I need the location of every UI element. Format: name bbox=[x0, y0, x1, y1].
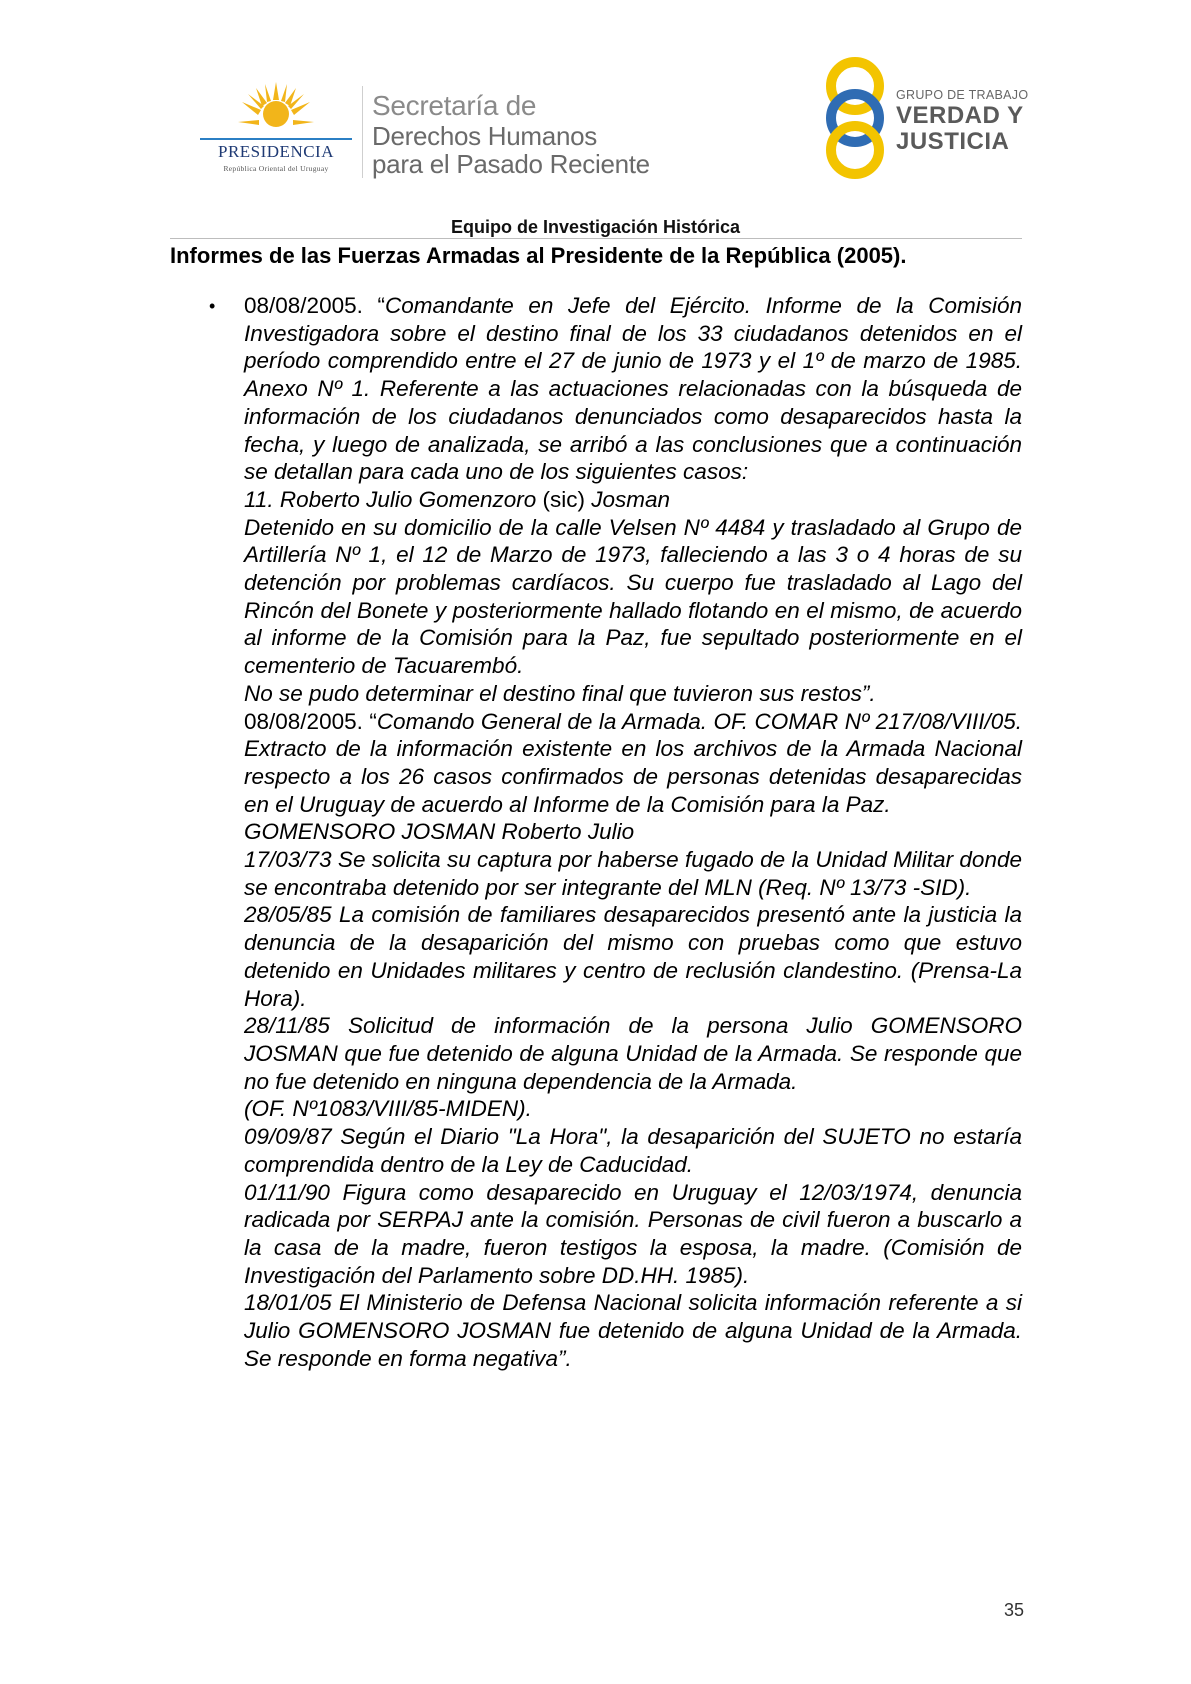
gtvj-line-1: GRUPO DE TRABAJO bbox=[896, 88, 1029, 102]
gtvj-line-2: VERDAD Y bbox=[896, 102, 1024, 129]
paragraph-10: 28/11/85 Solicitud de información de la persona Julio GOMENSORO JOSMAN que fue detenido de alguna Unidad de la Armada. Se responde que no fue detenido en ninguna dependencia de la Armada. bbox=[244, 1013, 1022, 1094]
team-heading: Equipo de Investigación Histórica bbox=[450, 217, 741, 237]
paragraph-3-name: 11. Roberto Julio Gomenzoro bbox=[244, 486, 543, 512]
paragraph-3-sic: (sic) bbox=[542, 486, 585, 512]
header-rule bbox=[170, 238, 1022, 239]
document-body bbox=[244, 292, 1022, 1372]
paragraph-6-text: Comando General de la Armada. OF. COMAR Nº 217/08/VIII/05. Extracto de la información existente en los archivos de la Armada Nacional respecto a los 26 casos confirmados de personas detenidas desaparecidas en el Uruguay de acuerdo al Informe de la Comisión para la Paz. bbox=[244, 708, 1022, 817]
secretaria-line-2: Derechos Humanos bbox=[372, 121, 597, 151]
paragraph-5: No se pudo determinar el destino final que tuvieron sus restos”. bbox=[244, 680, 876, 706]
paragraph-7: GOMENSORO JOSMAN Roberto Julio bbox=[244, 819, 635, 845]
presidencia-rule bbox=[200, 138, 352, 140]
paragraph-1-text: Comandante en Jefe del Ejército. Informe de la Comisión Investigadora sobre el destino final de los 33 ciudadanos detenidos en el período comprendido entre el 27 de junio de 1973 y el 1º de marzo de 1985. bbox=[244, 293, 1022, 374]
paragraph-4: Detenido en su domicilio de la calle Velsen Nº 4484 y trasladado al Grupo de Artillería Nº 1, el 12 de Marzo de 1973, falleciendo a las 3 o 4 horas de su detención por problemas cardíacos. Su cuerpo fue trasladado al Lago del Rincón del Bonete y posteriormente hallado flotando en el mismo, de acuerdo al informe de la Comisión para la Paz, fue sepultado posteriormente en el cementerio de Tacuarembó. bbox=[244, 514, 1022, 679]
presidencia-subtitle: República Oriental del Uruguay bbox=[223, 164, 329, 173]
gtvj-line-3: JUSTICIA bbox=[896, 128, 1010, 155]
rings-emblem-icon bbox=[820, 56, 890, 180]
paragraph-8: 17/03/73 Se solicita su captura por haberse fugado de la Unidad Militar donde se encontraba detenido por ser integrante del MLN (Req. Nº 13/73 -SID). bbox=[244, 847, 1022, 900]
secretaria-line-3: para el Pasado Reciente bbox=[372, 149, 650, 179]
paragraph-14: 18/01/05 El Ministerio de Defensa Nacional solicita información referente a si Julio GOMENSORO JOSMAN fue detenido de alguna Unidad de la Armada. Se responde en forma negativa”. bbox=[244, 1290, 1022, 1371]
verdad-justicia-logo bbox=[820, 56, 1030, 180]
presidencia-wordmark: PRESIDENCIA bbox=[217, 142, 334, 161]
paragraph-3 bbox=[244, 486, 1022, 514]
presidencia-logo bbox=[196, 80, 356, 180]
secretaria-logo bbox=[372, 90, 650, 178]
paragraph-6-date: 08/08/2005. “ bbox=[244, 708, 377, 734]
paragraph-6 bbox=[244, 708, 1022, 819]
bullet-marker: • bbox=[209, 296, 216, 316]
page-number: 35 bbox=[1004, 1600, 1025, 1620]
paragraph-13: 01/11/90 Figura como desaparecido en Uruguay el 12/03/1974, denuncia radicada por SERPAJ ante la comisión. Personas de civil fueron a buscarlo a la casa de la madre, fueron testigos la esposa, la madre. (Comisión de Investigación del Parlamento sobre DD.HH. 1985). bbox=[244, 1179, 1022, 1288]
section-title: Informes de las Fuerzas Armadas al Presidente de la República (2005). bbox=[170, 243, 907, 268]
header-divider bbox=[362, 86, 363, 178]
paragraph-9: 28/05/85 La comisión de familiares desaparecidos presentó ante la justicia la denuncia de la desaparición del mismo con pruebas como que estuvo detenido en Unidades militares y centro de reclusión clandestino. (Prensa-La Hora). bbox=[244, 902, 1022, 1011]
paragraph-11: (OF. Nº1083/VIII/85-MIDEN). bbox=[244, 1096, 532, 1122]
paragraph-1 bbox=[244, 292, 1022, 375]
secretaria-line-1: Secretaría de bbox=[372, 90, 537, 121]
paragraph-1-date: 08/08/2005. “ bbox=[244, 293, 385, 318]
sun-emblem-icon bbox=[238, 80, 314, 140]
paragraph-3-surname: Josman bbox=[584, 486, 671, 512]
paragraph-12: 09/09/87 Según el Diario "La Hora", la desaparición del SUJETO no estaría comprendida dentro de la Ley de Caducidad. bbox=[244, 1124, 1022, 1177]
paragraph-2: Anexo Nº 1. Referente a las actuaciones relacionadas con la búsqueda de información de los ciudadanos denunciados como desaparecidos hasta la fecha, y luego de analizada, se arribó a las conclusiones que a continuación se detallan para cada uno de los siguientes casos: bbox=[244, 376, 1022, 485]
